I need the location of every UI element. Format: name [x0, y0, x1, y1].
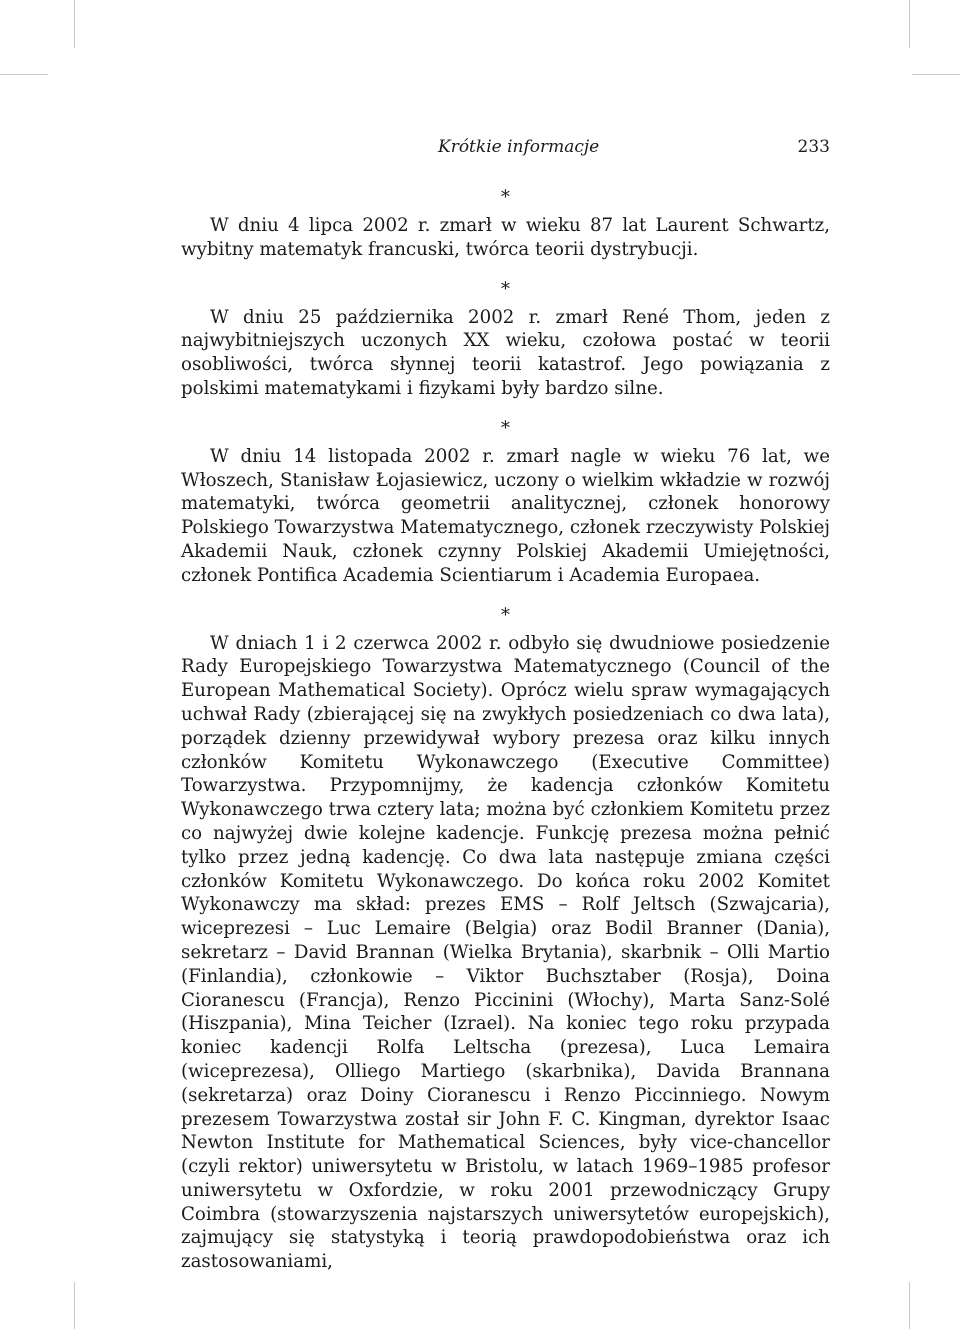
crop-mark [74, 0, 75, 48]
crop-mark [74, 1282, 75, 1329]
page-number: 233 [797, 137, 830, 157]
news-item-thom: W dniu 25 października 2002 r. zmarł René Thom, jeden z najwybitniejszych uczonych XX wieku, czołowa postać w teorii osobliwości, twórca słynnej teorii katastrof. Jego powiązania z polskimi matematykami i fizykami były bardzo silne. [181, 306, 830, 399]
news-item-ems-council: W dniach 1 i 2 czerwca 2002 r. odbyło się dwudniowe posiedzenie Rady Europejskiego Towarzystwa Matematycznego (Council of the European Mathematical Society). Oprócz wielu spraw wymagających uchwał Rady (zbierającej się na zwykłych posiedzeniach co dwa lata), porządek dzienny przewidywał wybory prezesa oraz kilku innych członków Komitetu Wykonawczego (Executive Committee) Towarzystwa. Przypomnijmy, że kadencja członków Komitetu Wykonawczego trwa cztery lata; można być członkiem Komitetu przez co najwyżej dwie kolejne kadencje. Funkcję prezesa można pełnić tylko przez jedną kadencję. Co dwa lata następuje zmiana części członków Komitetu Wykonawczego. Do końca roku 2002 Komitet Wykonawczy ma skład: prezes EMS – Rolf Jeltsch (Szwajcaria), wiceprezesi – Luc Lemaire (Belgia) oraz Bodil Branner (Dania), sekretarz – David Brannan (Wielka Brytania), skarbnik – Olli Martio (Finlandia), członkowie – Viktor Buchsztaber (Rosja), Doina Cioranescu (Francja), Renzo Piccinini (Włochy), Marta Sanz-Solé (Hiszpania), Mina Teicher (Izrael). Na koniec tego roku przypada koniec kadencji Rolfa Leltscha (prezesa), Luca Lemaira (wiceprezesa), Olliego Martiego (skarbnika), Davida Brannana (sekretarza) oraz Doiny Cioranescu i Renzo Piccinniego. Nowym prezesem Towarzystwa został sir John F. C. Kingman, dyrektor Isaac Newton Institute for Mathematical Sciences, były vice-chancellor (czyli rektor) uniwersytetu w Bristolu, w latach 1969–1985 profesor uniwersytetu w Oxfordzie, w roku 2001 przewodniczący Grupy Coimbra (stowarzyszenia najstarszych uniwersytetów europejskich), zajmujący się statystyką i teorią prawdopodobieństwa oraz ich zastosowaniami, [181, 632, 830, 1273]
crop-mark [909, 1282, 910, 1329]
section-separator: ∗ [499, 274, 512, 296]
news-item-lojasiewicz: W dniu 14 listopada 2002 r. zmarł nagle w wieku 76 lat, we Włoszech, Stanisław Łojasiewicz, uczony o wielkim wkładzie w rozwój matematyki, twórca geometrii analitycznej, członek honorowy Polskiego Towarzystwa Matematycznego, członek rzeczywisty Polskiej Akademii Nauk, członek czynny Polskiej Akademii Umiejętności, członek Pontifica Academia Scientiarum i Academia Europaea. [181, 445, 830, 586]
crop-mark [0, 74, 48, 75]
news-item-schwartz: W dniu 4 lipca 2002 r. zmarł w wieku 87 lat Laurent Schwartz, wybitny matematyk francuski, twórca teorii dystrybucji. [181, 215, 830, 260]
crop-mark [909, 0, 910, 48]
section-separator: ∗ [499, 413, 512, 435]
body-text [181, 178, 830, 1274]
crop-mark [912, 74, 960, 75]
running-title: Krótkie informacje [438, 137, 600, 157]
section-separator: ∗ [499, 183, 512, 204]
running-header [181, 137, 830, 161]
section-separator: ∗ [499, 600, 512, 622]
